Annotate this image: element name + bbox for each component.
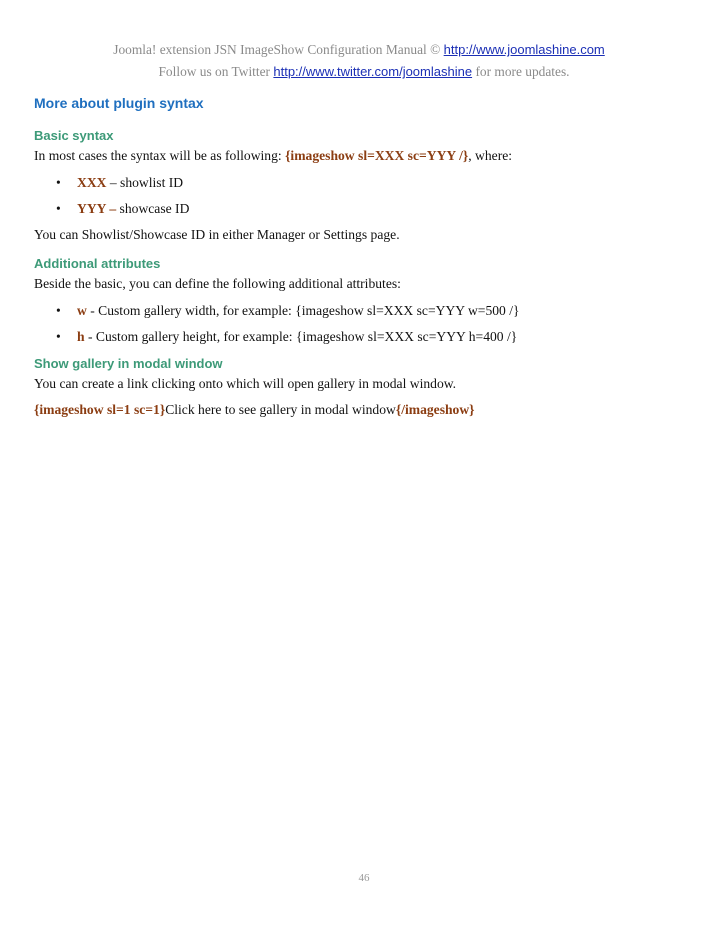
list-item-text: showcase ID — [116, 201, 190, 216]
list-item-code: w — [77, 303, 87, 318]
twitter-link[interactable]: http://www.twitter.com/joomlashine — [273, 64, 473, 79]
page-number: 46 — [358, 872, 370, 884]
modal-code-open: {imageshow sl=1 sc=1} — [34, 402, 166, 417]
header-manual-title: Joomla! extension JSN ImageShow Configuration Manual © — [113, 42, 441, 57]
additional-attributes-heading: Additional attributes — [34, 256, 161, 271]
header-follow-text: Follow us on Twitter — [158, 64, 271, 79]
bullet-icon: • — [56, 329, 61, 344]
bullet-icon: • — [56, 175, 61, 190]
basic-syntax-note: You can Showlist/Showcase ID in either Manager or Settings page. — [34, 227, 400, 242]
basic-intro-suffix: , where: — [468, 148, 513, 163]
header-line-2 — [0, 61, 728, 83]
bullet-icon: • — [56, 201, 61, 216]
basic-syntax-list — [34, 174, 694, 218]
modal-window-example — [34, 401, 694, 419]
list-item — [34, 200, 694, 218]
list-item — [34, 302, 694, 320]
modal-window-intro: You can create a link clicking onto which will open gallery in modal window. — [34, 376, 457, 391]
basic-intro-text: In most cases the syntax will be as following: — [34, 148, 282, 163]
header-updates-text: for more updates. — [475, 64, 570, 79]
list-item-code: YYY – — [77, 201, 117, 216]
list-item — [34, 328, 694, 346]
modal-code-close: {/imageshow} — [395, 402, 475, 417]
additional-attributes-intro: Beside the basic, you can define the following additional attributes: — [34, 276, 401, 291]
additional-attributes-list — [34, 302, 694, 346]
basic-syntax-intro — [34, 147, 694, 165]
list-item — [34, 174, 694, 192]
list-item-code: h — [77, 329, 85, 344]
joomlashine-link[interactable]: http://www.joomlashine.com — [443, 42, 605, 57]
basic-syntax-code: {imageshow sl=XXX sc=YYY /} — [285, 148, 469, 163]
bullet-icon: • — [56, 303, 61, 318]
list-item-text: – showlist ID — [106, 175, 184, 190]
modal-window-heading: Show gallery in modal window — [34, 356, 223, 371]
modal-link-text: Click here to see gallery in modal window — [165, 402, 396, 417]
list-item-code: XXX — [77, 175, 107, 190]
list-item-text: - Custom gallery width, for example: {imageshow sl=XXX sc=YYY w=500 /} — [86, 303, 520, 318]
page-header — [0, 39, 728, 83]
section-title: More about plugin syntax — [34, 95, 204, 111]
basic-syntax-heading: Basic syntax — [34, 128, 114, 143]
page-content — [34, 95, 694, 419]
list-item-text: - Custom gallery height, for example: {imageshow sl=XXX sc=YYY h=400 /} — [84, 329, 518, 344]
header-line-1 — [0, 39, 723, 61]
